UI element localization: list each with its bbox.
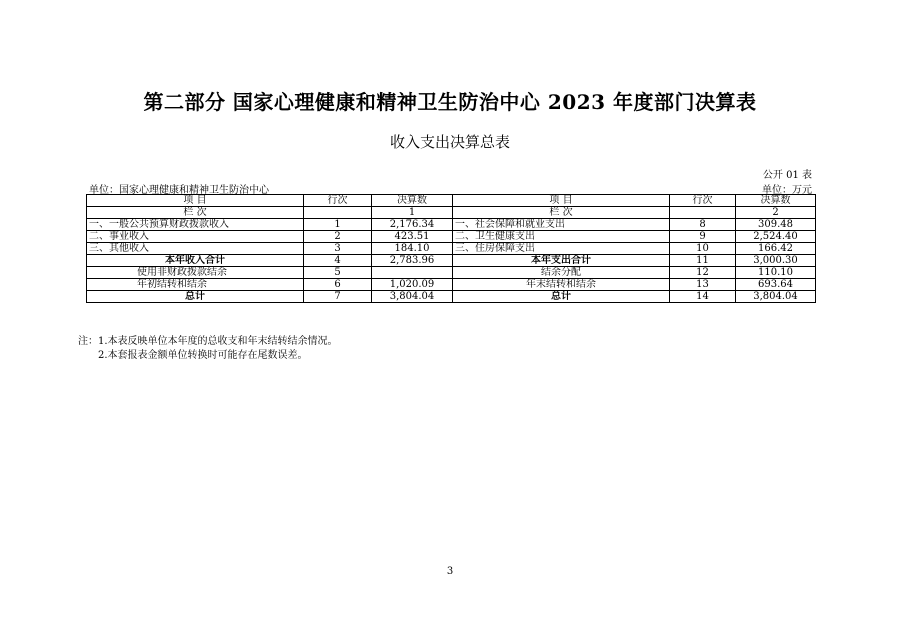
expense-amount: 309.48 — [736, 219, 816, 231]
expense-row-no: 12 — [670, 267, 736, 279]
subtotal-row — [87, 255, 816, 267]
income-subtotal-amount: 2,783.96 — [372, 255, 453, 267]
income-subtotal-label: 本年收入合计 — [87, 255, 304, 267]
header-row-no-right: 行次 — [670, 195, 736, 207]
expense-item: 一、社会保障和就业支出 — [453, 219, 670, 231]
expense-row-no: 10 — [670, 243, 736, 255]
header-item-left: 项 目 — [87, 195, 304, 207]
income-item: 三、其他收入 — [87, 243, 304, 255]
expense-amount: 110.10 — [736, 267, 816, 279]
unit-currency: 单位：万元 — [762, 185, 812, 196]
note-2: 2.本套报表金额单位转换时可能存在尾数误差。 — [98, 350, 308, 361]
income-item: 使用非财政拨款结余 — [87, 267, 304, 279]
expense-row-no: 9 — [670, 231, 736, 243]
income-amount: 184.10 — [372, 243, 453, 255]
income-row-no: 7 — [304, 291, 372, 303]
expense-row-no: 14 — [670, 291, 736, 303]
header-row — [87, 195, 816, 207]
table-row — [87, 267, 816, 279]
expense-item: 结余分配 — [453, 267, 670, 279]
income-total-amount: 3,804.04 — [372, 291, 453, 303]
column-blank-right — [670, 207, 736, 219]
income-row-no: 6 — [304, 279, 372, 291]
income-amount: 423.51 — [372, 231, 453, 243]
income-row-no: 2 — [304, 231, 372, 243]
income-row-no: 3 — [304, 243, 372, 255]
unit-organization: 单位：国家心理健康和精神卫生防治中心 — [89, 185, 269, 196]
table-row — [87, 243, 816, 255]
page-number: 3 — [446, 566, 454, 577]
income-item: 二、事业收入 — [87, 231, 304, 243]
table-row — [87, 279, 816, 291]
column-blank-left — [304, 207, 372, 219]
expense-row-no: 8 — [670, 219, 736, 231]
column-label-right: 栏 次 — [453, 207, 670, 219]
header-amount-left: 决算数 — [372, 195, 453, 207]
expense-item: 二、卫生健康支出 — [453, 231, 670, 243]
expense-subtotal-label: 本年支出合计 — [453, 255, 670, 267]
total-row — [87, 291, 816, 303]
header-item-right: 项 目 — [453, 195, 670, 207]
expense-item: 三、住房保障支出 — [453, 243, 670, 255]
income-total-label: 总计 — [87, 291, 304, 303]
income-row-no: 5 — [304, 267, 372, 279]
income-row-no: 1 — [304, 219, 372, 231]
expense-row-no: 13 — [670, 279, 736, 291]
expense-amount: 166.42 — [736, 243, 816, 255]
income-item: 一、一般公共预算财政拨款收入 — [87, 219, 304, 231]
header-row-no-left: 行次 — [304, 195, 372, 207]
expense-row-no: 11 — [670, 255, 736, 267]
expense-subtotal-amount: 3,000.30 — [736, 255, 816, 267]
income-expense-table — [86, 194, 816, 303]
income-amount — [372, 267, 453, 279]
table-row — [87, 231, 816, 243]
column-label-left: 栏 次 — [87, 207, 304, 219]
column-number-left: 1 — [372, 207, 453, 219]
column-number-right: 2 — [736, 207, 816, 219]
expense-total-amount: 3,804.04 — [736, 291, 816, 303]
income-item: 年初结转和结余 — [87, 279, 304, 291]
column-index-row — [87, 207, 816, 219]
form-number: 公开 01 表 — [762, 170, 812, 181]
expense-item: 年末结转和结余 — [453, 279, 670, 291]
header-amount-right: 决算数 — [736, 195, 816, 207]
income-row-no: 4 — [304, 255, 372, 267]
income-amount: 2,176.34 — [372, 219, 453, 231]
page-title: 第二部分 国家心理健康和精神卫生防治中心 2023 年度部门决算表 — [143, 90, 757, 114]
table-title: 收入支出决算总表 — [389, 133, 510, 151]
expense-amount: 2,524.40 — [736, 231, 816, 243]
income-amount: 1,020.09 — [372, 279, 453, 291]
note-1: 注：1.本表反映单位本年度的总收支和年末结转结余情况。 — [78, 336, 338, 347]
expense-total-label: 总计 — [453, 291, 670, 303]
expense-amount: 693.64 — [736, 279, 816, 291]
table-row — [87, 219, 816, 231]
